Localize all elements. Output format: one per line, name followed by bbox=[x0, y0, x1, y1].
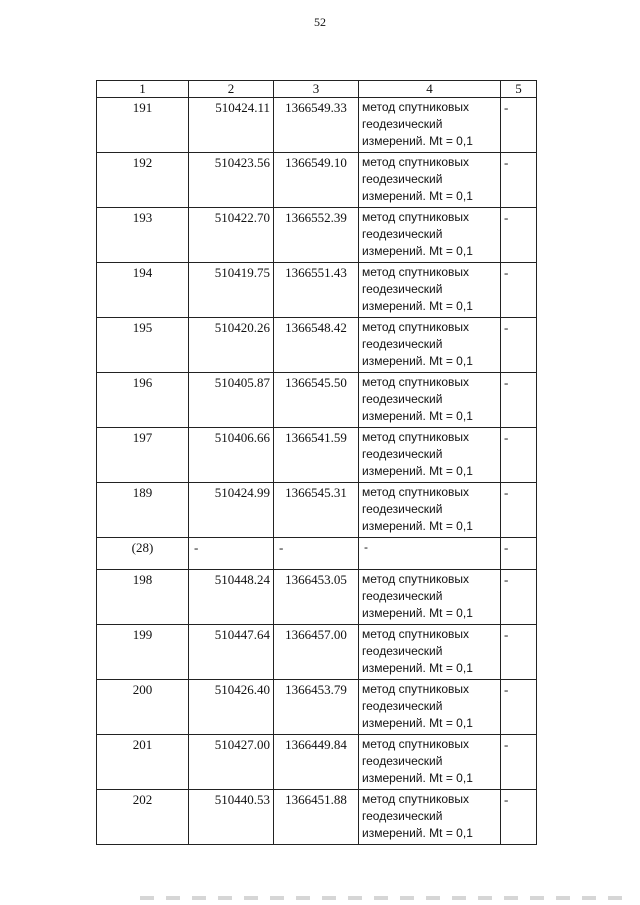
method-line: измерений. Mt = 0,1 bbox=[362, 354, 473, 368]
table-row bbox=[97, 680, 537, 735]
point-number-cell: 191 bbox=[97, 98, 189, 153]
note-cell: - bbox=[501, 790, 537, 845]
method-line: геодезический bbox=[362, 502, 443, 516]
method-line: геодезический bbox=[362, 809, 443, 823]
method-cell bbox=[359, 790, 501, 845]
method-line: метод спутниковых bbox=[362, 375, 470, 389]
x-coordinate-cell: 510423.56 bbox=[189, 153, 274, 208]
point-number-cell: 192 bbox=[97, 153, 189, 208]
point-number-cell: 189 bbox=[97, 483, 189, 538]
note-cell: - bbox=[501, 373, 537, 428]
method-cell bbox=[359, 538, 501, 570]
x-coordinate-cell: 510424.11 bbox=[189, 98, 274, 153]
point-number-cell: 194 bbox=[97, 263, 189, 318]
y-coordinate-cell: 1366545.31 bbox=[274, 483, 359, 538]
method-line: - bbox=[364, 540, 368, 554]
x-coordinate-cell: 510448.24 bbox=[189, 570, 274, 625]
y-coordinate-cell: 1366551.43 bbox=[274, 263, 359, 318]
x-coordinate-cell: 510420.26 bbox=[189, 318, 274, 373]
table-row bbox=[97, 98, 537, 153]
point-number-cell: 198 bbox=[97, 570, 189, 625]
y-coordinate-cell: 1366552.39 bbox=[274, 208, 359, 263]
note-cell: - bbox=[501, 208, 537, 263]
method-cell bbox=[359, 153, 501, 208]
method-line: измерений. Mt = 0,1 bbox=[362, 716, 473, 730]
point-number-cell: 201 bbox=[97, 735, 189, 790]
x-coordinate-cell: 510427.00 bbox=[189, 735, 274, 790]
method-cell bbox=[359, 680, 501, 735]
y-coordinate-cell: 1366453.05 bbox=[274, 570, 359, 625]
method-line: геодезический bbox=[362, 227, 443, 241]
method-line: геодезический bbox=[362, 172, 443, 186]
y-coordinate-cell: 1366549.33 bbox=[274, 98, 359, 153]
page-number: 52 bbox=[314, 15, 326, 29]
header-col-4: 4 bbox=[359, 81, 501, 98]
coordinates-table bbox=[96, 80, 537, 845]
method-line: измерений. Mt = 0,1 bbox=[362, 826, 473, 840]
table-row bbox=[97, 153, 537, 208]
method-line: измерений. Mt = 0,1 bbox=[362, 189, 473, 203]
point-number-cell: 202 bbox=[97, 790, 189, 845]
note-cell: - bbox=[501, 428, 537, 483]
note-cell: - bbox=[501, 625, 537, 680]
method-line: геодезический bbox=[362, 282, 443, 296]
method-cell bbox=[359, 428, 501, 483]
table-row bbox=[97, 790, 537, 845]
y-coordinate-cell: 1366457.00 bbox=[274, 625, 359, 680]
method-line: метод спутниковых bbox=[362, 572, 470, 586]
table-row bbox=[97, 483, 537, 538]
table-row bbox=[97, 428, 537, 483]
method-cell bbox=[359, 735, 501, 790]
method-line: метод спутниковых bbox=[362, 682, 470, 696]
y-coordinate-cell: 1366548.42 bbox=[274, 318, 359, 373]
point-number-cell: 197 bbox=[97, 428, 189, 483]
table-row bbox=[97, 625, 537, 680]
y-coordinate-cell: 1366453.79 bbox=[274, 680, 359, 735]
x-coordinate-cell: 510424.99 bbox=[189, 483, 274, 538]
method-line: геодезический bbox=[362, 589, 443, 603]
header-col-5: 5 bbox=[501, 81, 537, 98]
note-cell: - bbox=[501, 98, 537, 153]
header-col-2: 2 bbox=[189, 81, 274, 98]
method-line: измерений. Mt = 0,1 bbox=[362, 606, 473, 620]
point-number-cell: 193 bbox=[97, 208, 189, 263]
table-row bbox=[97, 263, 537, 318]
method-line: геодезический bbox=[362, 392, 443, 406]
note-cell: - bbox=[501, 318, 537, 373]
x-coordinate-cell: - bbox=[189, 538, 274, 570]
x-coordinate-cell: 510419.75 bbox=[189, 263, 274, 318]
point-number-cell: 200 bbox=[97, 680, 189, 735]
table-row bbox=[97, 208, 537, 263]
note-cell: - bbox=[501, 680, 537, 735]
method-line: геодезический bbox=[362, 447, 443, 461]
x-coordinate-cell: 510405.87 bbox=[189, 373, 274, 428]
method-line: геодезический bbox=[362, 337, 443, 351]
note-cell: - bbox=[501, 153, 537, 208]
method-line: метод спутниковых bbox=[362, 485, 470, 499]
footer-scan-artifact bbox=[140, 896, 630, 900]
method-cell bbox=[359, 570, 501, 625]
method-cell bbox=[359, 373, 501, 428]
table-header-row bbox=[97, 81, 537, 98]
method-cell bbox=[359, 98, 501, 153]
header-col-1: 1 bbox=[97, 81, 189, 98]
y-coordinate-cell: 1366541.59 bbox=[274, 428, 359, 483]
method-line: измерений. Mt = 0,1 bbox=[362, 661, 473, 675]
method-line: метод спутниковых bbox=[362, 265, 470, 279]
x-coordinate-cell: 510406.66 bbox=[189, 428, 274, 483]
method-line: измерений. Mt = 0,1 bbox=[362, 771, 473, 785]
x-coordinate-cell: 510422.70 bbox=[189, 208, 274, 263]
method-line: метод спутниковых bbox=[362, 100, 470, 114]
method-cell bbox=[359, 483, 501, 538]
note-cell: - bbox=[501, 735, 537, 790]
point-number-cell: (28) bbox=[97, 538, 189, 570]
table-row bbox=[97, 373, 537, 428]
method-cell bbox=[359, 208, 501, 263]
note-cell: - bbox=[501, 538, 537, 570]
x-coordinate-cell: 510440.53 bbox=[189, 790, 274, 845]
table-row bbox=[97, 735, 537, 790]
y-coordinate-cell: 1366545.50 bbox=[274, 373, 359, 428]
method-line: метод спутниковых bbox=[362, 430, 470, 444]
point-number-cell: 199 bbox=[97, 625, 189, 680]
method-cell bbox=[359, 263, 501, 318]
method-line: геодезический bbox=[362, 699, 443, 713]
method-line: геодезический bbox=[362, 117, 443, 131]
point-number-cell: 195 bbox=[97, 318, 189, 373]
y-coordinate-cell: 1366449.84 bbox=[274, 735, 359, 790]
method-cell bbox=[359, 318, 501, 373]
table-body bbox=[97, 98, 537, 845]
note-cell: - bbox=[501, 483, 537, 538]
method-line: измерений. Mt = 0,1 bbox=[362, 244, 473, 258]
y-coordinate-cell: - bbox=[274, 538, 359, 570]
method-line: измерений. Mt = 0,1 bbox=[362, 299, 473, 313]
point-number-cell: 196 bbox=[97, 373, 189, 428]
method-line: измерений. Mt = 0,1 bbox=[362, 409, 473, 423]
method-line: измерений. Mt = 0,1 bbox=[362, 464, 473, 478]
note-cell: - bbox=[501, 570, 537, 625]
y-coordinate-cell: 1366451.88 bbox=[274, 790, 359, 845]
method-line: геодезический bbox=[362, 754, 443, 768]
method-line: метод спутниковых bbox=[362, 627, 470, 641]
header-col-3: 3 bbox=[274, 81, 359, 98]
method-line: геодезический bbox=[362, 644, 443, 658]
method-line: метод спутниковых bbox=[362, 155, 470, 169]
method-line: измерений. Mt = 0,1 bbox=[362, 519, 473, 533]
method-line: метод спутниковых bbox=[362, 320, 470, 334]
note-cell: - bbox=[501, 263, 537, 318]
method-line: метод спутниковых bbox=[362, 210, 470, 224]
table-row bbox=[97, 570, 537, 625]
x-coordinate-cell: 510447.64 bbox=[189, 625, 274, 680]
method-line: метод спутниковых bbox=[362, 792, 470, 806]
table-row bbox=[97, 318, 537, 373]
method-line: метод спутниковых bbox=[362, 737, 470, 751]
x-coordinate-cell: 510426.40 bbox=[189, 680, 274, 735]
method-line: измерений. Mt = 0,1 bbox=[362, 134, 473, 148]
method-cell bbox=[359, 625, 501, 680]
table-row bbox=[97, 538, 537, 570]
y-coordinate-cell: 1366549.10 bbox=[274, 153, 359, 208]
